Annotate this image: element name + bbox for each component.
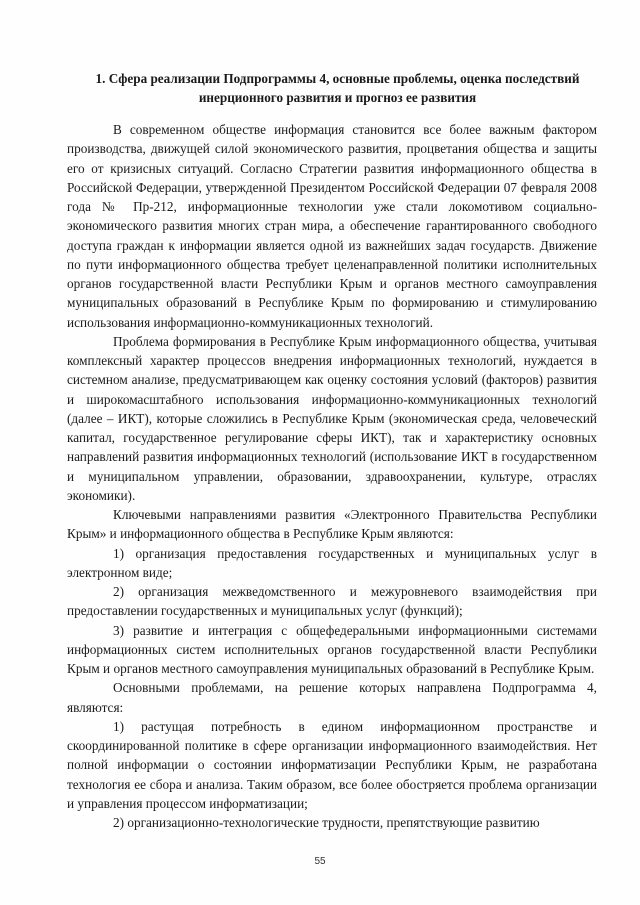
page-number: 55 — [314, 856, 326, 867]
list-item: 1) растущая потребность в едином информационном пространстве и скоординированной политике в сфере организации информационного взаимодействия. Нет полной информации о состоянии информатизации Республики Крым, не разработана технология ее сбора и анализа. Таким образом, все более обостряется проблема организации и управления процессом информатизации; — [67, 718, 597, 811]
list-item: 2) организация межведомственного и межуровневого взаимодействия при предоставлении государственных и муниципальных услуг (функций); — [67, 584, 597, 619]
paragraph: Основными проблемами, на решение которых направлена Подпрограмма 4, являются: — [67, 680, 597, 715]
list-item: 1) организация предоставления государственных и муниципальных услуг в электронном виде; — [67, 545, 597, 580]
paragraph: В современном обществе информация становится все более важным фактором производства, движущей силой экономического развития, процветания общества и защиты его от кризисных ситуаций. Согласно Стратегии развития информационного общества в Российской Федерации, утвержденной Президентом Российской Федерации 07 февраля 2008 года № Пр-212, информационные технологии уже стали локомотивом социально-экономического развития многих стран мира, а обеспечение гарантированного свободного доступа граждан к информации является одной из важнейших задач государств. Движение по пути информационного общества требует целенаправленной политики исполнительных органов государственной власти Республики Крым и органов местного самоуправления муниципальных образований в Республике Крым по формированию и стимулированию использования информационно-коммуникационных технологий. — [67, 122, 597, 330]
body-text — [67, 120, 597, 832]
paragraph: Ключевыми направлениями развития «Электронного Правительства Республики Крым» и информационного общества в Республике Крым являются: — [67, 507, 597, 542]
list-item: 3) развитие и интеграция с общефедеральными информационными системами информационных систем исполнительных органов государственной власти Республики Крым и органов местного самоуправления муниципальных образований в Республике Крым. — [67, 622, 597, 676]
paragraph: Проблема формирования в Республике Крым информационного общества, учитывая комплексный характер процессов внедрения информационных технологий, нуждается в системном анализе, предусматривающем как оценку состояния условий (факторов) развития и широкомасштабного использования информационно-коммуникационных технологий (далее – ИКТ), которые сложились в Республике Крым (экономическая среда, человеческий капитал, государственное регулирование сферы ИКТ), так и характеристику основных направлений развития информационных технологий (использование ИКТ в государственном и муниципальном управлении, образовании, здравоохранении, культуре, отраслях экономики). — [67, 333, 597, 503]
section-heading: 1. Сфера реализации Подпрограммы 4, основные проблемы, оценка последствий инерционного развития и прогноз ее развития — [95, 71, 580, 105]
list-item: 2) организационно-технологические трудности, препятствующие развитию — [113, 815, 540, 830]
